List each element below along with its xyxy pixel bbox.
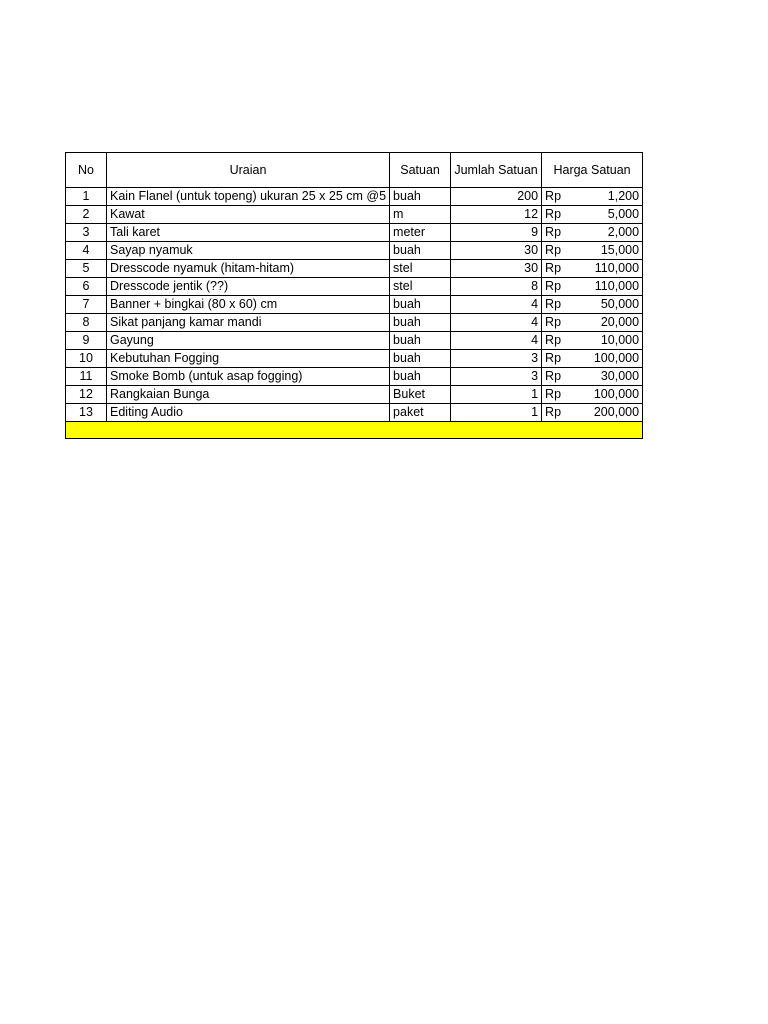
cell-no: 13 [66, 404, 107, 422]
cell-uraian: Banner + bingkai (80 x 60) cm [107, 296, 390, 314]
cell-no: 1 [66, 188, 107, 206]
cell-uraian: Dresscode jentik (??) [107, 278, 390, 296]
cell-uraian: Editing Audio [107, 404, 390, 422]
cell-satuan: m [390, 206, 451, 224]
cell-uraian: Sayap nyamuk [107, 242, 390, 260]
cell-harga [542, 404, 643, 422]
table-row [66, 314, 643, 332]
cell-jumlah: 4 [451, 314, 542, 332]
cell-harga [542, 242, 643, 260]
cell-uraian: Kain Flanel (untuk topeng) ukuran 25 x 25 cm @5 [107, 188, 390, 206]
cell-no: 7 [66, 296, 107, 314]
cell-satuan: buah [390, 242, 451, 260]
currency-label: Rp [545, 387, 562, 401]
cell-harga [542, 278, 643, 296]
cell-jumlah: 4 [451, 296, 542, 314]
header-no: No [66, 153, 107, 188]
cell-satuan: buah [390, 296, 451, 314]
cell-satuan: Buket [390, 386, 451, 404]
cell-no: 2 [66, 206, 107, 224]
header-jumlah-satuan: Jumlah Satuan [451, 153, 542, 188]
table-row [66, 278, 643, 296]
price-amount: 20,000 [600, 315, 640, 329]
price-amount: 10,000 [600, 333, 640, 347]
cell-uraian: Rangkaian Bunga [107, 386, 390, 404]
table-row [66, 386, 643, 404]
cell-jumlah: 30 [451, 260, 542, 278]
currency-label: Rp [545, 405, 562, 419]
cell-satuan: buah [390, 188, 451, 206]
cell-satuan: buah [390, 314, 451, 332]
currency-label: Rp [545, 351, 562, 365]
cell-jumlah: 1 [451, 386, 542, 404]
currency-label: Rp [545, 297, 562, 311]
table-row [66, 368, 643, 386]
table-row [66, 260, 643, 278]
cell-harga [542, 386, 643, 404]
price-amount: 100,000 [593, 387, 640, 401]
cell-satuan: meter [390, 224, 451, 242]
table-row [66, 296, 643, 314]
cell-harga [542, 314, 643, 332]
cell-satuan: stel [390, 260, 451, 278]
total-row [66, 422, 643, 439]
cell-satuan: buah [390, 368, 451, 386]
price-amount: 2,000 [607, 225, 640, 239]
price-amount: 100,000 [593, 351, 640, 365]
price-amount: 50,000 [600, 297, 640, 311]
cell-jumlah: 1 [451, 404, 542, 422]
cell-no: 6 [66, 278, 107, 296]
cell-harga [542, 206, 643, 224]
table-header-row [66, 153, 643, 188]
price-amount: 15,000 [600, 243, 640, 257]
table-row [66, 242, 643, 260]
currency-label: Rp [545, 261, 562, 275]
table-row [66, 404, 643, 422]
cell-no: 4 [66, 242, 107, 260]
table-row [66, 188, 643, 206]
cell-satuan: stel [390, 278, 451, 296]
total-cell [66, 422, 643, 439]
table-row [66, 224, 643, 242]
currency-label: Rp [545, 225, 562, 239]
cell-jumlah: 3 [451, 350, 542, 368]
cell-no: 12 [66, 386, 107, 404]
cell-no: 3 [66, 224, 107, 242]
currency-label: Rp [545, 279, 562, 293]
price-amount: 1,200 [607, 189, 640, 203]
cell-harga [542, 224, 643, 242]
currency-label: Rp [545, 243, 562, 257]
currency-label: Rp [545, 315, 562, 329]
cell-no: 5 [66, 260, 107, 278]
cell-harga [542, 350, 643, 368]
price-amount: 30,000 [600, 369, 640, 383]
cell-satuan: paket [390, 404, 451, 422]
currency-label: Rp [545, 207, 562, 221]
cell-satuan: buah [390, 332, 451, 350]
cell-uraian: Tali karet [107, 224, 390, 242]
cell-harga [542, 188, 643, 206]
price-amount: 110,000 [594, 261, 640, 275]
cell-jumlah: 4 [451, 332, 542, 350]
cell-uraian: Smoke Bomb (untuk asap fogging) [107, 368, 390, 386]
cell-no: 10 [66, 350, 107, 368]
price-amount: 200,000 [593, 405, 640, 419]
table-row [66, 350, 643, 368]
cell-uraian: Sikat panjang kamar mandi [107, 314, 390, 332]
cell-uraian: Dresscode nyamuk (hitam-hitam) [107, 260, 390, 278]
cell-jumlah: 12 [451, 206, 542, 224]
cell-jumlah: 9 [451, 224, 542, 242]
header-uraian: Uraian [107, 153, 390, 188]
cell-satuan: buah [390, 350, 451, 368]
cell-uraian: Kawat [107, 206, 390, 224]
cell-harga [542, 296, 643, 314]
cell-no: 9 [66, 332, 107, 350]
cell-harga [542, 260, 643, 278]
header-satuan: Satuan [390, 153, 451, 188]
table-row [66, 206, 643, 224]
header-harga-satuan: Harga Satuan [542, 153, 643, 188]
cell-uraian: Kebutuhan Fogging [107, 350, 390, 368]
price-amount: 110,000 [594, 279, 640, 293]
budget-table [65, 152, 643, 439]
cell-jumlah: 8 [451, 278, 542, 296]
table-row [66, 332, 643, 350]
cell-jumlah: 3 [451, 368, 542, 386]
price-amount: 5,000 [607, 207, 640, 221]
cell-no: 8 [66, 314, 107, 332]
currency-label: Rp [545, 369, 562, 383]
cell-harga [542, 332, 643, 350]
cell-jumlah: 200 [451, 188, 542, 206]
cell-harga [542, 368, 643, 386]
currency-label: Rp [545, 189, 562, 203]
cell-jumlah: 30 [451, 242, 542, 260]
currency-label: Rp [545, 333, 562, 347]
cell-no: 11 [66, 368, 107, 386]
cell-uraian: Gayung [107, 332, 390, 350]
